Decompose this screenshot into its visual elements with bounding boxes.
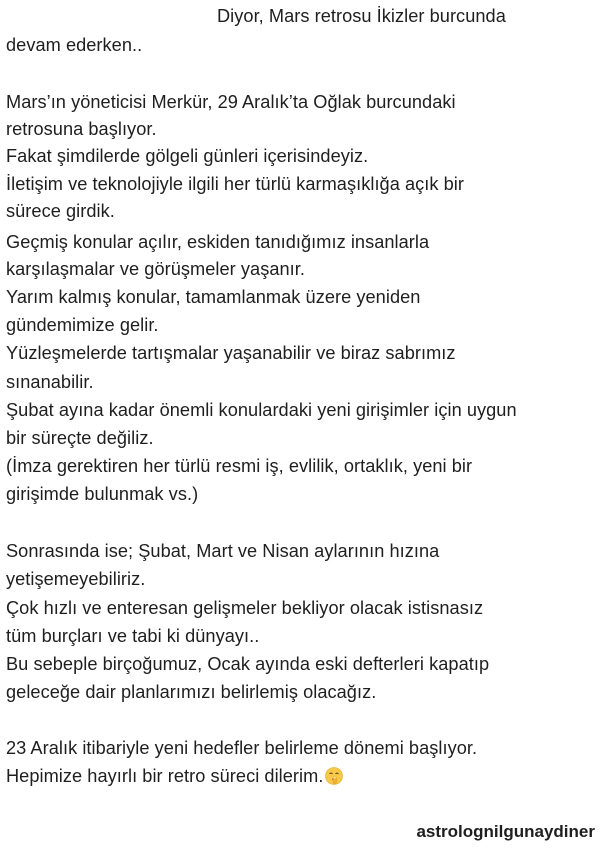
- text-line: karşılaşmalar ve görüşmeler yaşanır.: [6, 259, 305, 279]
- text-line: Diyor, Mars retrosu İkizler burcunda: [217, 6, 506, 26]
- text-line: Çok hızlı ve enteresan gelişmeler bekliyor olacak istisnasız: [6, 598, 484, 618]
- text-line: geleceğe dair planlarımızı belirlemiş olacağız.: [6, 682, 377, 702]
- text-line: Geçmiş konular açılır, eskiden tanıdığımız insanlarla: [6, 232, 430, 252]
- text-line: Mars’ın yöneticisi Merkür, 29 Aralık’ta Oğlak burcundaki: [6, 92, 456, 112]
- author-signature: astrolognilgunaydiner: [416, 822, 595, 841]
- text-line: Yarım kalmış konular, tamamlanmak üzere yeniden: [6, 287, 421, 307]
- text-line: (İmza gerektiren her türlü resmi iş, evlilik, ortaklık, yeni bir: [6, 456, 473, 476]
- text-line: Hepimize hayırlı bir retro süreci dilerim.: [6, 766, 324, 786]
- text-line: Sonrasında ise; Şubat, Mart ve Nisan aylarının hızına: [6, 541, 440, 561]
- text-line: yetişemeyebiliriz.: [6, 569, 146, 589]
- shushing-face-icon: [325, 767, 343, 785]
- text-line: tüm burçları ve tabi ki dünyayı..: [6, 626, 260, 646]
- text-line: retrosuna başlıyor.: [6, 119, 157, 139]
- text-line: sürece girdik.: [6, 201, 115, 221]
- text-line: sınanabilir.: [6, 372, 94, 392]
- text-line: girişimde bulunmak vs.): [6, 484, 199, 504]
- text-line: Şubat ayına kadar önemli konulardaki yeni girişimler için uygun: [6, 400, 517, 420]
- text-line: İletişim ve teknolojiyle ilgili her türlü karmaşıklığa açık bir: [6, 174, 464, 194]
- text-line: bir süreçte değiliz.: [6, 428, 154, 448]
- text-line: gündemimize gelir.: [6, 315, 159, 335]
- text-line: Fakat şimdilerde gölgeli günleri içerisindeyiz.: [6, 146, 369, 166]
- text-line-with-emoji: [6, 765, 343, 787]
- text-line: Bu sebeple birçoğumuz, Ocak ayında eski defterleri kapatıp: [6, 654, 490, 674]
- text-line: 23 Aralık itibariyle yeni hedefler belirleme dönemi başlıyor.: [6, 738, 478, 758]
- text-line: Yüzleşmelerde tartışmalar yaşanabilir ve biraz sabrımız: [6, 343, 456, 363]
- text-line: devam ederken..: [6, 35, 143, 55]
